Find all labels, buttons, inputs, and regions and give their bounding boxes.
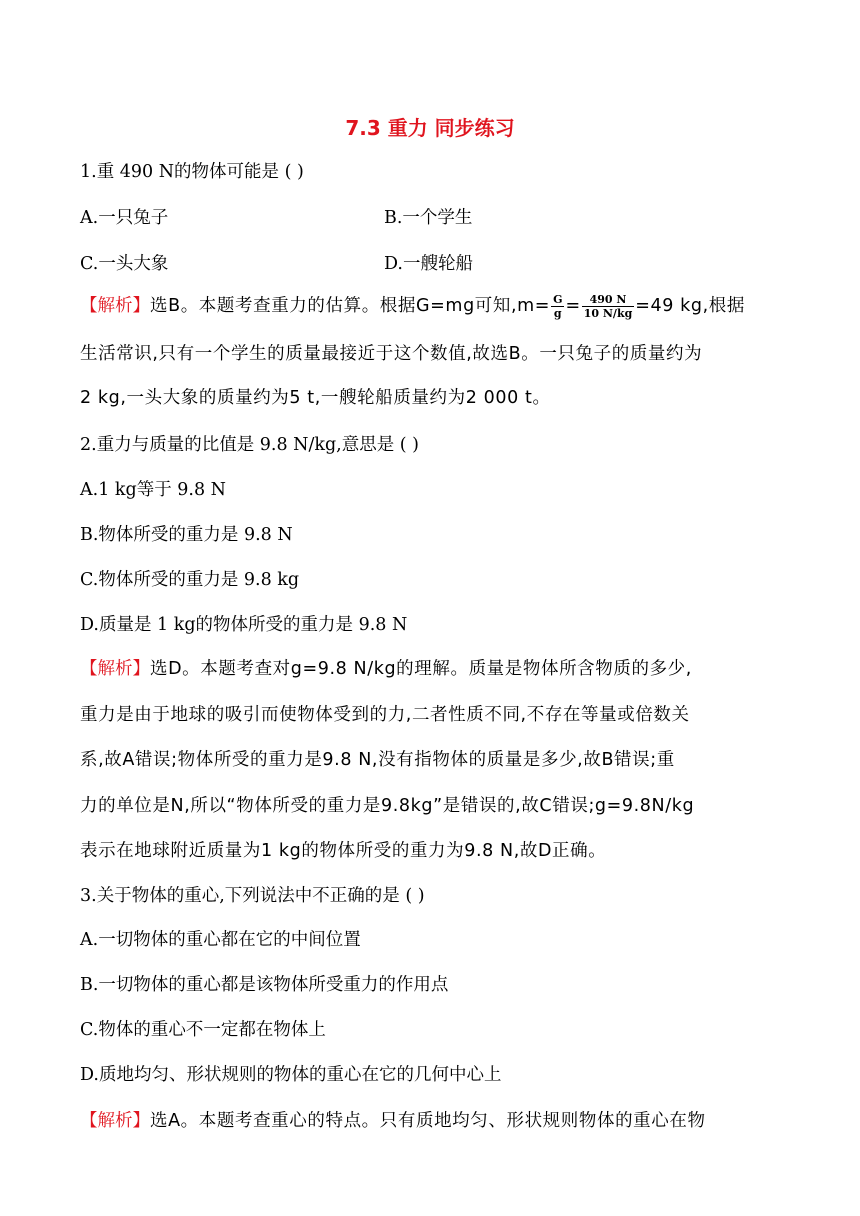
question-1-stem: 1.重 490 N的物体可能是 ( ) — [80, 162, 304, 182]
analysis-text: 选B。本题考查重力的估算。根据G=mg可知,m= — [150, 296, 551, 316]
fraction-denominator: 10 N/kg — [583, 306, 633, 320]
question-2-analysis-line-2: 重力是由于地球的吸引而使物体受到的力,二者性质不同,不存在等量或倍数关 — [80, 705, 690, 725]
analysis-text: 选D。本题考查对g=9.8 N/kg的理解。质量是物体所含物质的多少, — [150, 659, 692, 679]
question-3-analysis-line-1 — [80, 1107, 782, 1132]
question-1-option-c: C.一头大象 — [80, 254, 169, 274]
question-3-option-a: A.一切物体的重心都在它的中间位置 — [80, 930, 361, 950]
question-3-option-b: B.一切物体的重心都是该物体所受重力的作用点 — [80, 975, 449, 995]
question-1-analysis-line-3: 2 kg,一头大象的质量约为5 t,一艘轮船质量约为2 000 t。 — [80, 388, 551, 408]
question-2-analysis-line-3: 系,故A错误;物体所受的重力是9.8 N,没有指物体的质量是多少,故B错误;重 — [80, 750, 675, 770]
question-2-option-d: D.质量是 1 kg的物体所受的重力是 9.8 N — [80, 615, 408, 635]
question-2-option-a: A.1 kg等于 9.8 N — [80, 480, 226, 500]
question-3-stem: 3.关于物体的重心,下列说法中不正确的是 ( ) — [80, 886, 425, 906]
analysis-text: 选A。本题考查重心的特点。只有质地均匀、形状规则物体的重心在物 — [150, 1111, 706, 1131]
question-1-analysis-line-1 — [80, 292, 782, 320]
fraction-490-over-10 — [582, 293, 635, 320]
question-3-option-c: C.物体的重心不一定都在物体上 — [80, 1020, 326, 1040]
question-1-analysis-line-2: 生活常识,只有一个学生的质量最接近于这个数值,故选B。一只兔子的质量约为 — [80, 344, 703, 364]
analysis-tag: 【解析】 — [80, 659, 150, 679]
fraction-denominator: g — [553, 306, 562, 320]
page-title: 7.3 重力 同步练习 — [345, 116, 515, 140]
question-2-analysis-line-5: 表示在地球附近质量为1 kg的物体所受的重力为9.8 N,故D正确。 — [80, 841, 607, 861]
analysis-tag: 【解析】 — [80, 1111, 150, 1131]
fraction-numerator: 490 N — [582, 293, 635, 307]
equals-sign: = — [565, 296, 581, 316]
question-2-analysis-line-1 — [80, 655, 782, 680]
fraction-g-over-g — [551, 293, 564, 320]
question-2-stem: 2.重力与质量的比值是 9.8 N/kg,意思是 ( ) — [80, 435, 420, 455]
question-2-analysis-line-4: 力的单位是N,所以“物体所受的重力是9.8kg”是错误的,故C错误;g=9.8N/kg — [80, 796, 695, 816]
analysis-tag: 【解析】 — [80, 296, 150, 316]
question-1-option-a: A.一只兔子 — [80, 208, 169, 228]
question-2-option-b: B.物体所受的重力是 9.8 N — [80, 525, 293, 545]
question-1-option-b: B.一个学生 — [384, 208, 473, 228]
question-2-option-c: C.物体所受的重力是 9.8 kg — [80, 570, 300, 590]
fraction-numerator: G — [553, 292, 563, 306]
question-1-option-d: D.一艘轮船 — [384, 254, 473, 274]
question-3-option-d: D.质地均匀、形状规则的物体的重心在它的几何中心上 — [80, 1065, 502, 1085]
analysis-text: =49 kg,根据 — [635, 296, 745, 316]
